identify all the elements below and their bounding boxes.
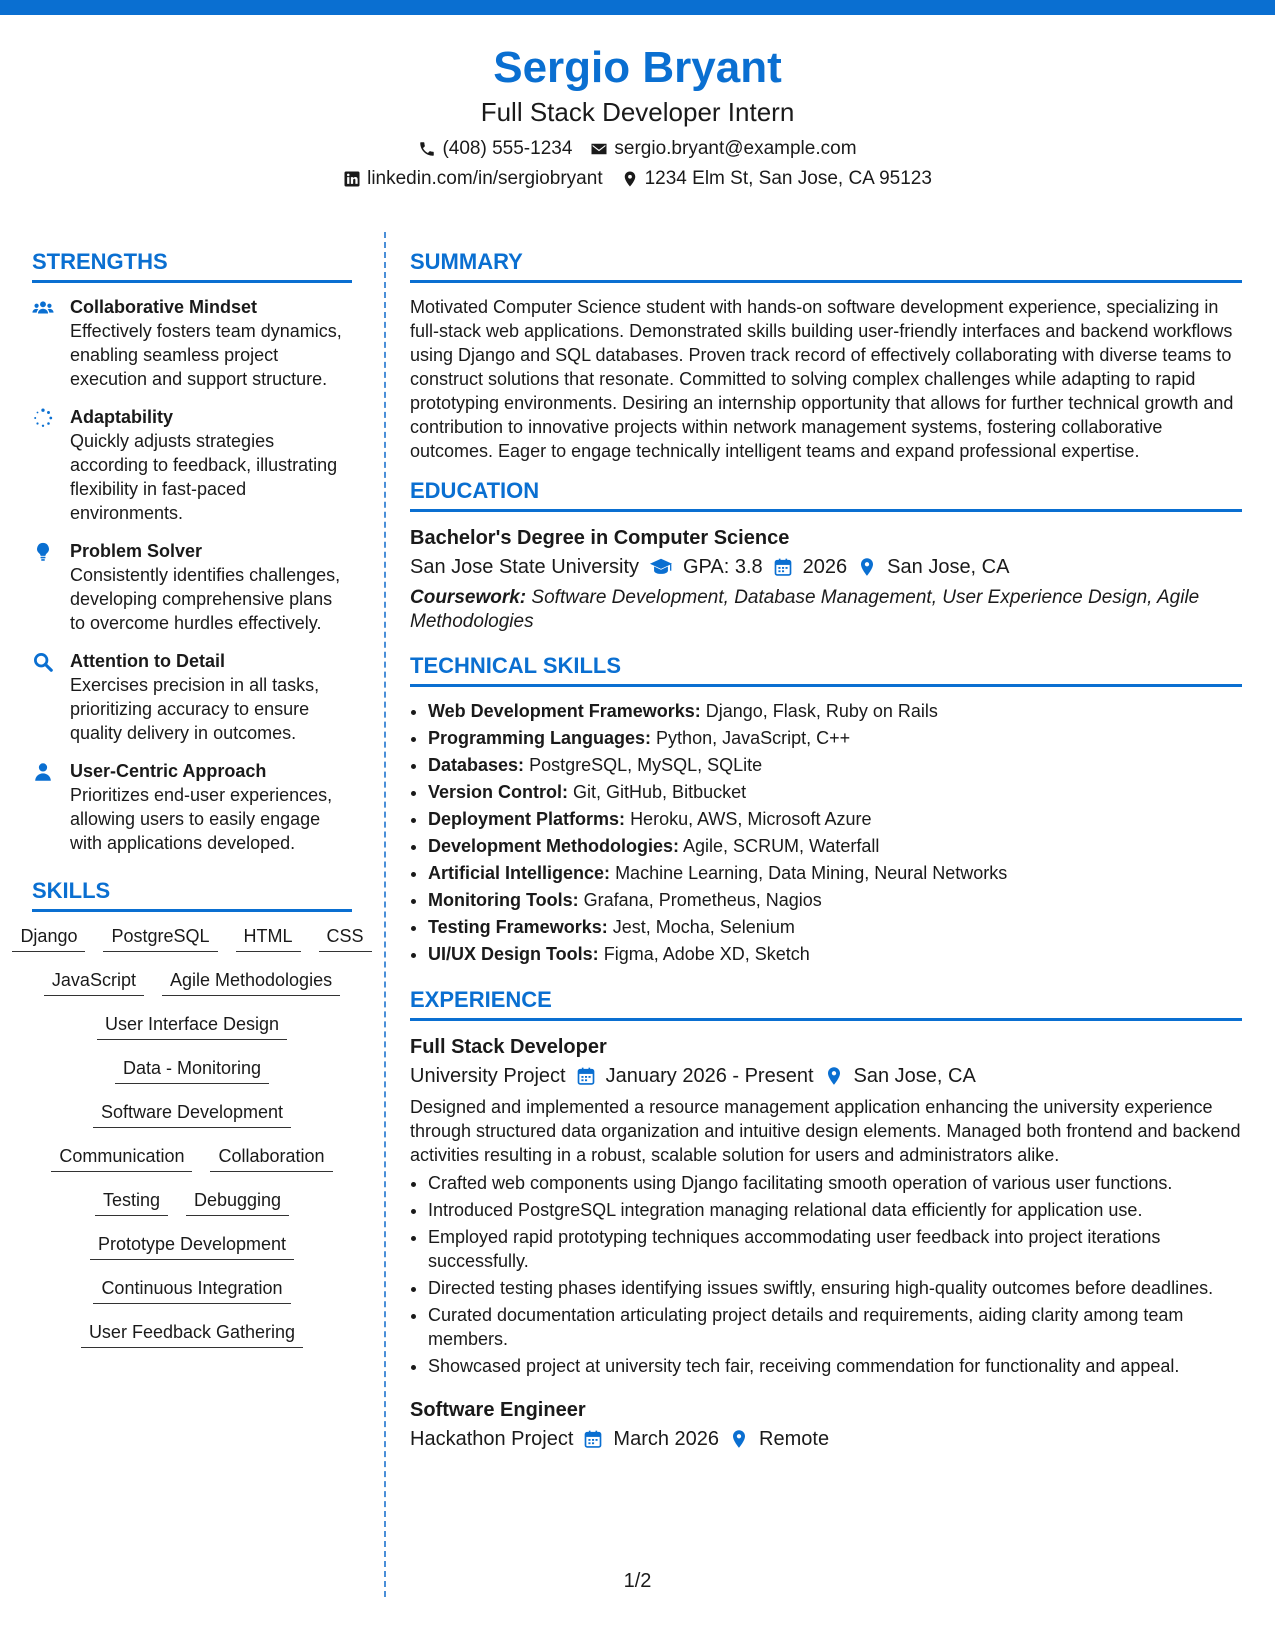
- technical-skill-item: [428, 942, 1242, 966]
- page-number: 1/2: [623, 1570, 652, 1592]
- skill-row: [20, 924, 364, 952]
- linkedin-text[interactable]: linkedin.com/in/sergiobryant: [367, 168, 603, 189]
- job-title: Software Engineer: [410, 1399, 586, 1421]
- calendar-icon: [773, 557, 793, 577]
- user-icon: [32, 761, 54, 783]
- experience-item: [410, 1396, 1242, 1454]
- skill-tag: Data - Monitoring: [115, 1056, 269, 1084]
- candidate-role: Full Stack Developer Intern: [480, 97, 795, 127]
- skill-tag: User Feedback Gathering: [81, 1320, 303, 1348]
- address-contact: [621, 166, 932, 192]
- job-bullet: • Directed testing phases identifying issues swiftly, ensuring high-quality outcomes before deadlines.: [428, 1276, 1242, 1300]
- strength-desc: Quickly adjusts strategies according to feedback, illustrating flexibility in fast-paced environments.: [70, 431, 338, 523]
- experience-item: [410, 1033, 1242, 1378]
- map-pin-icon: [824, 1066, 844, 1086]
- strength-desc: Effectively fosters team dynamics, enabling seamless project execution and support structure.: [70, 321, 342, 389]
- education-heading: EDUCATION: [410, 477, 1242, 512]
- job-title: Full Stack Developer: [410, 1036, 607, 1058]
- strengths-heading: STRENGTHS: [32, 248, 352, 283]
- skill-tag: Continuous Integration: [93, 1276, 290, 1304]
- phone-text: (408) 555-1234: [442, 138, 573, 159]
- technical-skill-label: Deployment Platforms:: [428, 809, 626, 829]
- map-pin-icon: [729, 1429, 749, 1449]
- skill-tag: User Interface Design: [97, 1012, 287, 1040]
- job-meta: [410, 1424, 1242, 1454]
- spinner-icon: [32, 407, 54, 429]
- job-org: Hackathon Project: [410, 1428, 574, 1450]
- coursework: [410, 586, 1242, 634]
- skill-tag: CSS: [319, 924, 372, 952]
- lightbulb-icon: [32, 541, 54, 563]
- technical-skill-value: Grafana, Prometheus, Nagios: [583, 890, 822, 910]
- technical-skill-item: [428, 861, 1242, 885]
- strength-title: Attention to Detail: [70, 651, 225, 671]
- technical-skill-value: Jest, Mocha, Selenium: [612, 917, 795, 937]
- technical-skill-value: Machine Learning, Data Mining, Neural Networks: [615, 863, 1008, 883]
- resume-header: [0, 40, 1275, 192]
- strength-desc: Exercises precision in all tasks, prioritizing accuracy to ensure quality delivery in outcomes.: [70, 675, 320, 743]
- technical-skill-value: Agile, SCRUM, Waterfall: [683, 836, 880, 856]
- skill-tag: Prototype Development: [90, 1232, 294, 1260]
- job-location: San Jose, CA: [853, 1065, 976, 1087]
- job-bullets: [410, 1171, 1242, 1378]
- gpa-text: GPA: 3.8: [683, 556, 763, 578]
- skill-row: [32, 1320, 352, 1348]
- job-org: University Project: [410, 1065, 566, 1087]
- skill-tag: Agile Methodologies: [162, 968, 340, 996]
- technical-skill-value: Heroku, AWS, Microsoft Azure: [630, 809, 872, 829]
- summary-text: Motivated Computer Science student with hands-on software development experience, specializing in full-stack web applications. Demonstrated skills building user-friendly interfaces and backend workflows using Django and SQL databases. Proven track record of effectively collaborating with diverse teams to construct solutions that resonate. Committed to solving complex challenges while adapting to rapid prototyping environments. Desiring an internship opportunity that allows for further technical growth and contribution to innovative projects within network management systems, fostering collaborative outcomes. Eager to engage technically intelligent teams and expand professional expertise.: [410, 297, 1234, 461]
- technical-skill-label: Databases:: [428, 755, 525, 775]
- map-pin-icon: [621, 170, 639, 188]
- skill-tag: JavaScript: [44, 968, 144, 996]
- contact-row-1: [0, 136, 1275, 162]
- candidate-name: Sergio Bryant: [493, 43, 782, 92]
- strength-item: [32, 539, 352, 635]
- technical-skill-label: Monitoring Tools:: [428, 890, 579, 910]
- strength-title: Problem Solver: [70, 541, 203, 561]
- technical-skill-item: [428, 807, 1242, 831]
- skill-row: [32, 968, 352, 996]
- technical-skill-item: [428, 726, 1242, 750]
- job-location: Remote: [759, 1428, 830, 1450]
- education-meta: [410, 552, 1242, 582]
- job-bullet: • Crafted web components using Django facilitating smooth operation of various user functions.: [428, 1171, 1242, 1195]
- skill-row: [32, 1012, 352, 1040]
- right-column: [410, 248, 1242, 1468]
- strength-title: Adaptability: [70, 407, 174, 427]
- technical-skill-label: Testing Frameworks:: [428, 917, 608, 937]
- users-icon: [32, 297, 54, 319]
- technical-skill-item: [428, 888, 1242, 912]
- job-description: Designed and implemented a resource management application enhancing the university experience through structured data organization and intuitive design elements. Managed both frontend and backend activities resulting in a robust, scalable solution for users and administrators alike.: [410, 1097, 1241, 1165]
- graduation-cap-icon: [649, 557, 673, 577]
- technical-skill-value: PostgreSQL, MySQL, SQLite: [529, 755, 763, 775]
- address-text: 1234 Elm St, San Jose, CA 95123: [644, 168, 932, 189]
- job-bullet: • Showcased project at university tech fair, receiving commendation for functionality and appeal.: [428, 1354, 1242, 1378]
- technical-skills-heading: TECHNICAL SKILLS: [410, 652, 1242, 687]
- technical-skills-list: [410, 699, 1242, 966]
- technical-skill-item: [428, 753, 1242, 777]
- envelope-icon: [590, 140, 608, 158]
- school-name: San Jose State University: [410, 556, 639, 578]
- skill-tag: Software Development: [93, 1100, 291, 1128]
- skill-row: [32, 1276, 352, 1304]
- job-dates: January 2026 - Present: [605, 1065, 814, 1087]
- skill-row: [32, 1056, 352, 1084]
- technical-skill-label: Development Methodologies:: [428, 836, 680, 856]
- coursework-text: Software Development, Database Management, User Experience Design, Agile Methodologies: [410, 587, 1200, 632]
- technical-skill-value: Django, Flask, Ruby on Rails: [705, 701, 938, 721]
- strength-desc: Prioritizes end-user experiences, allowing users to easily engage with applications developed.: [70, 785, 333, 853]
- email-text[interactable]: sergio.bryant@example.com: [614, 138, 857, 159]
- technical-skill-item: [428, 699, 1242, 723]
- graduation-year: 2026: [802, 556, 848, 578]
- strength-title: Collaborative Mindset: [70, 297, 258, 317]
- column-divider: [384, 232, 386, 1597]
- top-accent-bar: [0, 0, 1275, 15]
- technical-skill-label: Web Development Frameworks:: [428, 701, 701, 721]
- technical-skill-item: [428, 915, 1242, 939]
- skill-tag: Testing: [95, 1188, 168, 1216]
- skill-row: [32, 1144, 352, 1172]
- technical-skill-item: [428, 834, 1242, 858]
- strength-item: [32, 649, 352, 745]
- map-pin-icon: [857, 557, 877, 577]
- coursework-label: Coursework:: [410, 587, 527, 608]
- skill-tag: Communication: [51, 1144, 192, 1172]
- strength-desc: Consistently identifies challenges, developing comprehensive plans to overcome hurdles effectively.: [70, 565, 341, 633]
- skill-tag: HTML: [236, 924, 301, 952]
- job-meta: [410, 1061, 1242, 1091]
- technical-skill-label: Version Control:: [428, 782, 569, 802]
- strength-item: [32, 759, 352, 855]
- linkedin-contact[interactable]: [343, 166, 603, 192]
- job-bullet: • Introduced PostgreSQL integration managing relational data efficiently for application use.: [428, 1198, 1242, 1222]
- job-bullet: • Employed rapid prototyping techniques accommodating user feedback into project iterations successfully.: [428, 1225, 1242, 1273]
- email-contact[interactable]: [590, 136, 856, 162]
- phone-contact: [418, 136, 572, 162]
- skills-list: [20, 924, 364, 1348]
- search-icon: [32, 651, 54, 673]
- skill-tag: Django: [12, 924, 85, 952]
- strength-item: [32, 295, 352, 391]
- education-location: San Jose, CA: [887, 556, 1010, 578]
- skill-tag: Collaboration: [210, 1144, 332, 1172]
- degree-title: Bachelor's Degree in Computer Science: [410, 527, 790, 549]
- technical-skill-value: Figma, Adobe XD, Sketch: [603, 944, 810, 964]
- left-column: [20, 248, 364, 1364]
- phone-icon: [418, 140, 436, 158]
- technical-skill-label: UI/UX Design Tools:: [428, 944, 599, 964]
- linkedin-icon: [343, 170, 361, 188]
- technical-skill-label: Artificial Intelligence:: [428, 863, 611, 883]
- summary-heading: SUMMARY: [410, 248, 1242, 283]
- experience-heading: EXPERIENCE: [410, 986, 1242, 1021]
- technical-skill-value: Python, JavaScript, C++: [656, 728, 851, 748]
- job-bullet: • Curated documentation articulating project details and requirements, aiding clarity among team members.: [428, 1303, 1242, 1351]
- technical-skill-value: Git, GitHub, Bitbucket: [573, 782, 747, 802]
- technical-skill-label: Programming Languages:: [428, 728, 652, 748]
- contact-row-2: [0, 166, 1275, 192]
- technical-skill-item: [428, 780, 1242, 804]
- job-dates: March 2026: [613, 1428, 720, 1450]
- calendar-icon: [583, 1429, 603, 1449]
- strength-item: [32, 405, 352, 525]
- calendar-icon: [576, 1066, 596, 1086]
- skill-row: [32, 1100, 352, 1128]
- strength-title: User-Centric Approach: [70, 761, 267, 781]
- skill-tag: PostgreSQL: [103, 924, 217, 952]
- skill-row: [32, 1188, 352, 1216]
- skill-tag: Debugging: [186, 1188, 289, 1216]
- skill-row: [32, 1232, 352, 1260]
- skills-heading: SKILLS: [32, 877, 352, 912]
